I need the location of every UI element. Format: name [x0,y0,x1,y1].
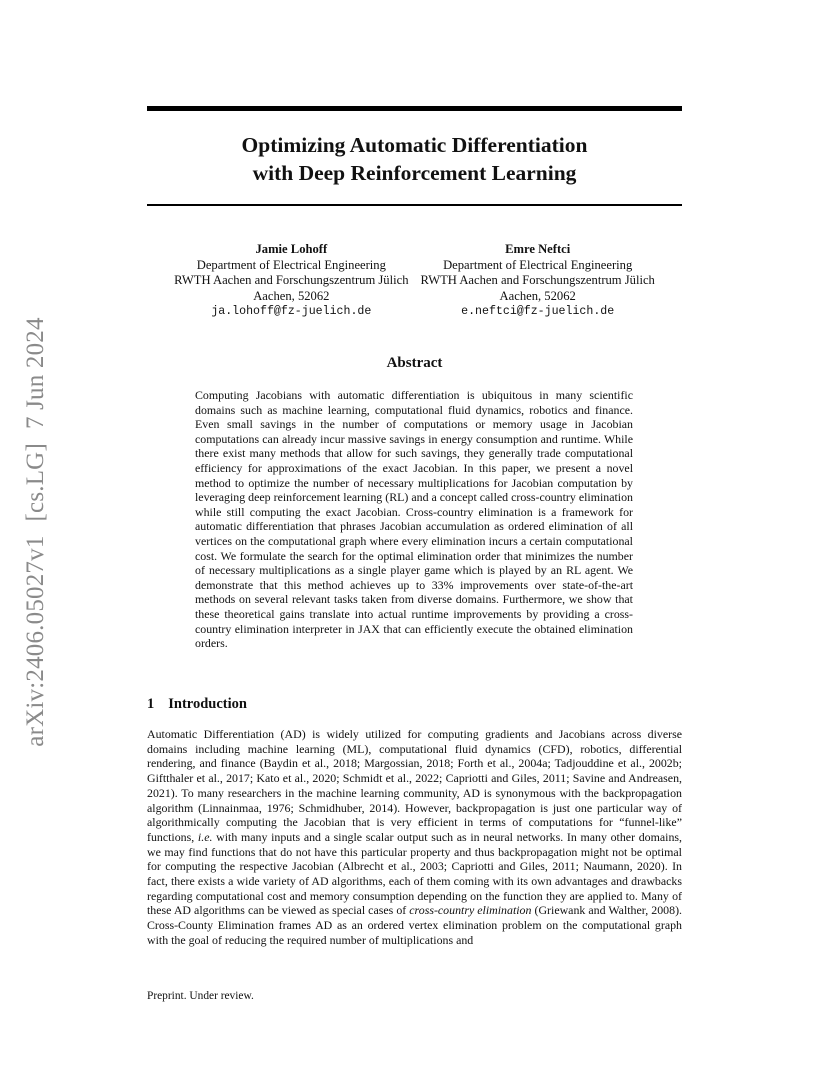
paper-title [147,131,682,187]
intro-text-ie: i.e. [197,829,213,844]
author-block [147,242,682,320]
author-institution: RWTH Aachen and Forschungszentrum Jülich [174,273,409,287]
introduction-text [147,727,682,948]
arxiv-side-stamp [22,303,50,746]
author-address: Aachen, 52062 [499,288,576,303]
intro-text-part-1: Automatic Differentiation (AD) is widely utilized for computing gradients and Jacobians across diverse domains including machine learning (ML), computational fluid dynamics (CFD), robotics, differential rendering, and finance (Baydin et al., 2018; Margossian, 2018; Forth et al., 2004a; Tadjouddine et al., 2002b; Giftthaler et al., 2017; Kato et al., 2020; Schmidt et al., 2022; Capriotti and Giles, 2011; Savine and Andreasen, 2021). To many researchers in the machine learning community, AD is synonymous with the backpropagation algorithm (Linnainmaa, 1976; Schmidhuber, 2014). However, backpropagation is just one particular way of algorithmically computing the Jacobian that is very efficient in terms of computations for “funnel-like” functions, [147,727,682,844]
section-title: Introduction [168,696,247,712]
section-heading-introduction [147,696,247,713]
title-rule-bottom [147,204,682,206]
author-email[interactable]: ja.lohoff@fz-juelich.de [211,305,372,318]
arxiv-date: 7 Jun 2024 [22,317,49,430]
footer-note: Preprint. Under review. [147,990,254,1002]
author-institution: RWTH Aachen and Forschungszentrum Jülich [420,273,655,287]
intro-text-part-3: (Griewank and Walther, 2008). Cross-County Elimination frames AD as an ordered vertex elimination problem on the computational graph with the goal of reducing the required number of multiplications and [147,903,682,947]
arxiv-category: [cs.LG] [22,443,49,522]
section-number: 1 [147,696,155,712]
author-name: Jamie Lohoff [255,242,328,256]
author-2 [415,242,661,320]
author-department: Department of Electrical Engineering [443,257,633,272]
author-department: Department of Electrical Engineering [196,257,386,272]
abstract-heading: Abstract [386,355,443,371]
paper-title-line-2: with Deep Reinforcement Learning [252,161,577,185]
paper-title-line-1: Optimizing Automatic Differentiation [241,133,588,157]
author-name: Emre Neftci [505,242,571,256]
intro-text-cross-country: cross-country elimination [409,903,532,918]
author-address: Aachen, 52062 [253,288,330,303]
intro-text-part-2: with many inputs and a single scalar output such as in neural networks. In many other domains, we may find functions that do not have this particular property and thus backpropagation might not be optimal for computing the respective Jacobian (Albrecht et al., 2003; Capriotti and Giles, 2011; Naumann, 2020). In fact, there exists a wide variety of AD algorithms, each of them coming with its own advantages and drawbacks regarding computational cost and memory consumption depending on the function they are applied to. Many of these AD algorithms can be viewed as special cases of [147,829,682,918]
title-rule-top [147,106,682,111]
author-email[interactable]: e.neftci@fz-juelich.de [461,305,615,318]
abstract-text: Computing Jacobians with automatic differentiation is ubiquitous in many scientific domains such as machine learning, computational fluid dynamics, robotics and finance. Even small savings in the number of computations or memory usage in Jacobian computations can already incur massive savings in energy consumption and runtime. While there exist many methods that allow for such savings, they generally trade computational efficiency for approximations of the exact Jacobian. In this paper, we present a novel method to optimize the number of necessary multiplications for Jacobian computation by leveraging deep reinforcement learning (RL) and a concept called cross-country elimination while still computing the exact Jacobian. Cross-country elimination is a framework for automatic differentiation that phrases Jacobian accumulation as ordered elimination of all vertices on the computational graph where every elimination incurs a certain computational cost. We formulate the search for the optimal elimination order that minimizes the number of necessary multiplications as a single player game which is played by an RL agent. We demonstrate that this method achieves up to 33% improvements over state-of-the-art methods on several relevant tasks taken from diverse domains. Furthermore, we show that these theoretical gains translate into actual runtime improvements by providing a cross-country elimination interpreter in JAX that can efficiently execute the obtained elimination orders. [195,388,633,651]
arxiv-id: arXiv:2406.05027v1 [22,535,49,747]
author-1 [168,242,414,320]
